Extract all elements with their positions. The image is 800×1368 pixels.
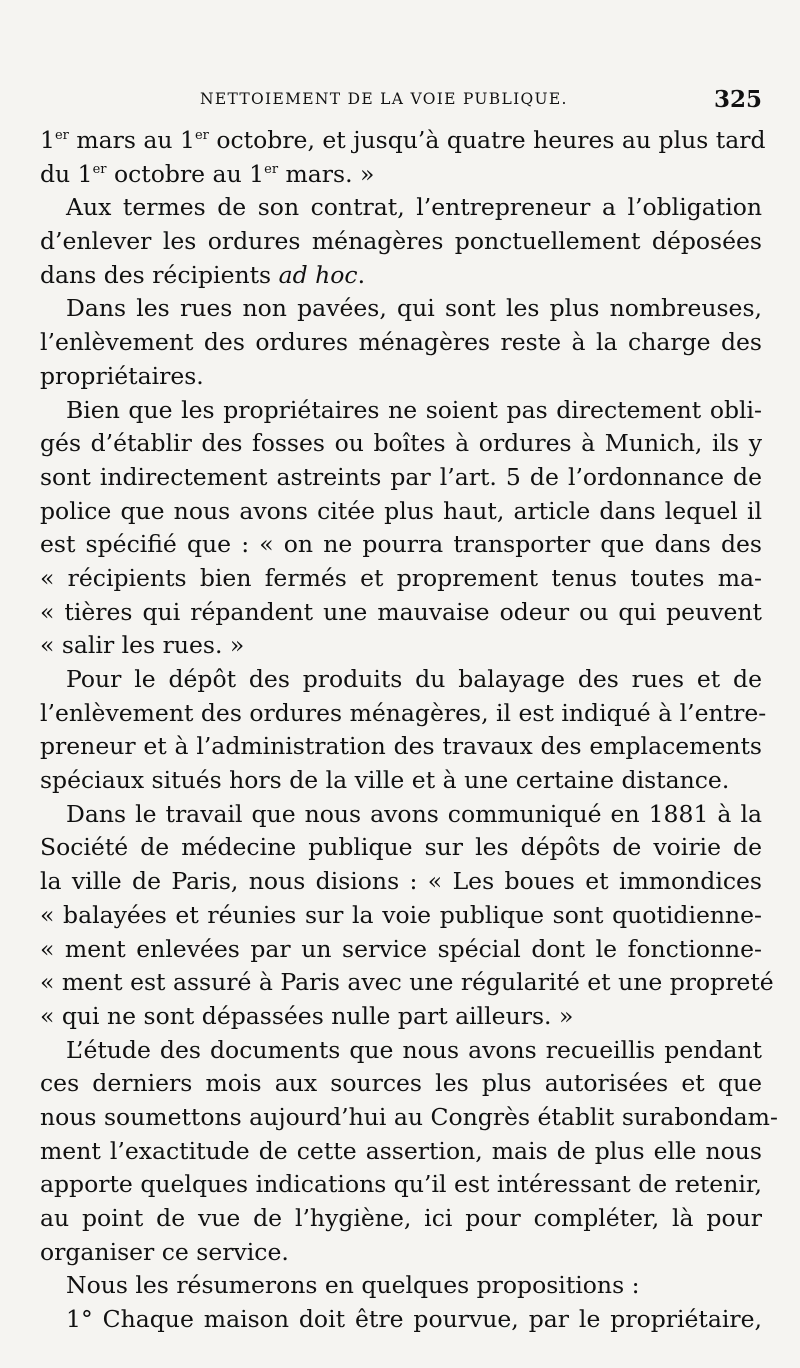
text-line: police que nous avons citée plus haut, article dans lequel il xyxy=(40,496,762,525)
text-line: Dans le travail que nous avons communiqué en 1881 à la xyxy=(66,799,762,828)
running-head: NETTOIEMENT DE LA VOIE PUBLIQUE. xyxy=(200,90,568,108)
text-line: du 1er octobre au 1er mars. » xyxy=(40,159,375,188)
text-line: Pour le dépôt des produits du balayage des rues et de xyxy=(66,665,762,693)
page-number: 325 xyxy=(713,86,762,113)
text-line: ces derniers mois aux sources les plus autorisées et que xyxy=(40,1069,762,1098)
text-line: Dans les rues non pavées, qui sont les plus nombreuses, xyxy=(66,294,762,323)
text-line: l’enlèvement des ordures ménagères, il est indiqué à l’entre- xyxy=(40,698,767,727)
text-line: Bien que les propriétaires ne soient pas directement obli- xyxy=(66,395,762,424)
text-line: d’enlever les ordures ménagères ponctuellement déposées xyxy=(40,227,762,256)
text-line: « récipients bien fermés et proprement tenus toutes ma- xyxy=(40,563,762,592)
text-line: la ville de Paris, nous disions : « Les boues et immondices xyxy=(40,867,762,896)
text-line: est spécifié que : « on ne pourra transporter que dans des xyxy=(40,530,762,559)
text-line: « salir les rues. » xyxy=(40,631,245,660)
text-line: 1er mars au 1er octobre, et jusqu’à quatre heures au plus tard xyxy=(40,126,766,154)
text-line: « tières qui répandent une mauvaise odeur ou qui peuvent xyxy=(40,597,762,626)
text-line: sont indirectement astreints par l’art. 5 de l’ordonnance de xyxy=(40,462,762,491)
text-line: spéciaux situés hors de la ville et à une certaine distance. xyxy=(40,766,730,795)
body-text xyxy=(40,124,778,1337)
text-line: dans des récipients ad hoc. xyxy=(40,260,366,289)
page-header xyxy=(40,86,762,116)
text-line: « ment enlevées par un service spécial dont le fonctionne- xyxy=(40,934,762,963)
text-line: apporte quelques indications qu’il est intéressant de retenir, xyxy=(40,1170,762,1199)
text-line: preneur et à l’administration des travaux des emplacements xyxy=(40,732,762,761)
text-line: « qui ne sont dépassées nulle part ailleurs. » xyxy=(40,1001,574,1030)
text-line: « ment est assuré à Paris avec une régularité et une propreté xyxy=(40,968,774,997)
text-line: nous soumettons aujourd’hui au Congrès établit surabondam- xyxy=(40,1102,778,1131)
text-line: Nous les résumerons en quelques propositions : xyxy=(66,1271,640,1300)
text-line: Société de médecine publique sur les dépôts de voirie de xyxy=(40,833,762,862)
text-line: Aux termes de son contrat, l’entrepreneur a l’obligation xyxy=(66,193,762,222)
text-line: organiser ce service. xyxy=(40,1237,289,1266)
text-line: gés d’établir des fosses ou boîtes à ordures à Munich, ils y xyxy=(40,429,762,458)
text-line: l’enlèvement des ordures ménagères reste à la charge des xyxy=(40,328,762,357)
text-line: ment l’exactitude de cette assertion, mais de plus elle nous xyxy=(40,1136,762,1165)
text-line: au point de vue de l’hygiène, ici pour compléter, là pour xyxy=(40,1204,762,1232)
text-line: propriétaires. xyxy=(40,361,204,390)
text-line: « balayées et réunies sur la voie publique sont quotidienne- xyxy=(40,900,762,929)
text-line: L’étude des documents que nous avons recueillis pendant xyxy=(66,1035,762,1064)
text-line: 1° Chaque maison doit être pourvue, par le propriétaire, xyxy=(66,1305,762,1334)
